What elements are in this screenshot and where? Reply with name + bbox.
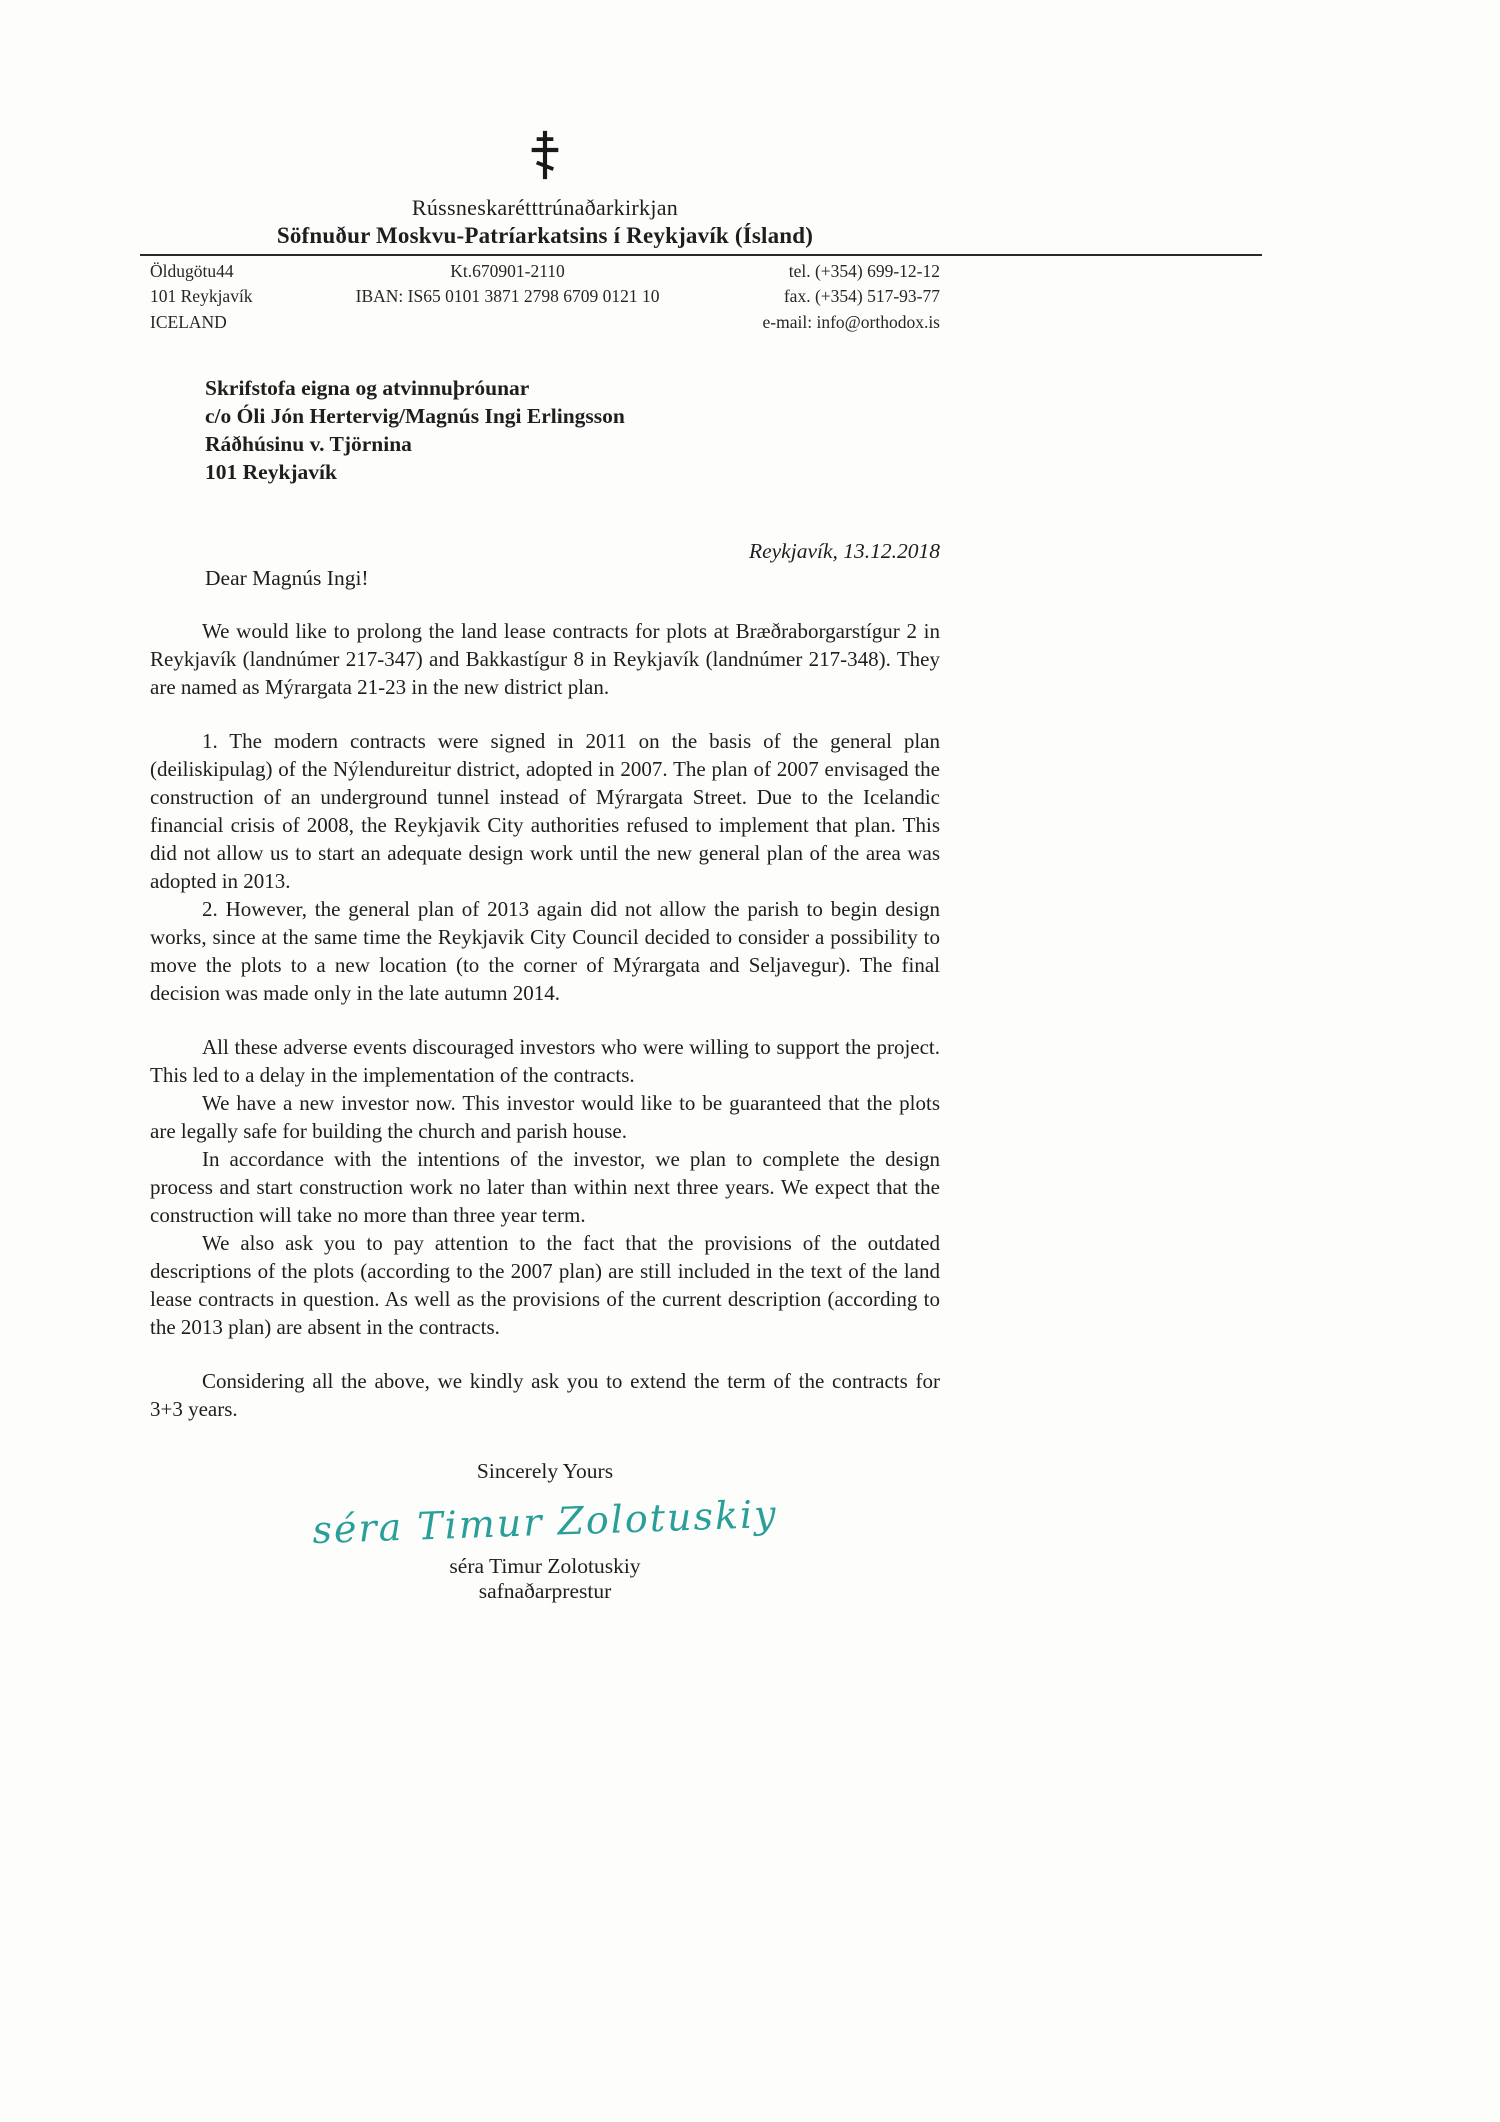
closing-line: Sincerely Yours xyxy=(476,1458,614,1483)
letterhead-phone-block xyxy=(763,259,940,335)
body-paragraph-5: We have a new investor now. This investor would like to be guaranteed that the plots are legally safe for building the church and parish house. xyxy=(150,1090,940,1143)
email-line: e-mail: info@orthodox.is xyxy=(762,311,940,332)
recipient-line: Ráðhúsinu v. Tjörnina xyxy=(205,432,412,456)
letterhead-registry-block xyxy=(356,259,660,335)
letter-content xyxy=(150,0,940,1604)
body-paragraph-1: We would like to prolong the land lease contracts for plots at Bræðraborgarstígur 2 in Reykjavík (landnúmer 217-347) and Bakkastígur 8 in Reykjavík (landnúmer 217-348). They are named as Mýrargata 21-23 in the new district plan. xyxy=(150,618,940,699)
body-paragraph-4: All these adverse events discouraged investors who were willing to support the project. This led to a delay in the implementation of the contracts. xyxy=(150,1034,940,1087)
letterhead-contact-row xyxy=(150,259,940,335)
organization-name: Rússneskarétttrúnaðarkirkjan xyxy=(411,195,679,220)
recipient-line: c/o Óli Jón Hertervig/Magnús Ingi Erlingsson xyxy=(205,404,625,429)
body-paragraph-6: In accordance with the intentions of the investor, we plan to complete the design process and start construction work no later than within next three years. We expect that the construction will take no more than three year term. xyxy=(150,1146,940,1227)
recipient-line: 101 Reykjavík xyxy=(205,459,337,484)
body-paragraph-8: Considering all the above, we kindly ask you to extend the term of the contracts for 3+3 years. xyxy=(150,1368,940,1421)
letterhead xyxy=(150,0,940,249)
body-paragraph-3: 2. However, the general plan of 2013 again did not allow the parish to begin design works, since at the same time the Reykjavik City Council decided to consider a possibility to move the plots to a new location (to the corner of Mýrargata and Seljavegur). The final decision was made only in the late autumn 2014. xyxy=(150,896,940,1005)
recipient-block xyxy=(205,375,940,487)
registry-kt-line: Kt.670901-2110 xyxy=(450,261,565,281)
telephone-line: tel. (+354) 699-12-12 xyxy=(788,261,940,281)
body-paragraph-2: 1. The modern contracts were signed in 2011 on the basis of the general plan (deiliskipulag) of the Nýlendureitur district, adopted in 2007. The plan of 2007 envisaged the construction of an underground tunnel instead of Mýrargata Street. Due to the Icelandic financial crisis of 2008, the Reykjavik City authorities refused to implement that plan. This did not allow us to start an adequate design work until the new general plan of the area was adopted in 2013. xyxy=(150,728,940,893)
letterhead-divider xyxy=(140,254,1262,256)
organization-subtitle: Söfnuður Moskvu-Patríarkatsins í Reykjavík (Ísland) xyxy=(276,223,814,248)
recipient-line: Skrifstofa eigna og atvinnuþróunar xyxy=(205,376,530,401)
address-line: Öldugötu44 xyxy=(150,261,234,281)
fax-line: fax. (+354) 517-93-77 xyxy=(783,286,940,307)
salutation: Dear Magnús Ingi! xyxy=(205,565,369,590)
orthodox-cross-icon xyxy=(528,130,562,180)
registry-iban-line: IBAN: IS65 0101 3871 2798 6709 0121 10 xyxy=(355,286,660,307)
address-line: ICELAND xyxy=(150,311,227,332)
signature-name: séra Timur Zolotuskiy xyxy=(449,1553,641,1578)
signature-handwriting: séra Timur Zolotuskiy xyxy=(311,1491,779,1552)
dateline: Reykjavík, 13.12.2018 xyxy=(748,538,940,563)
address-line: 101 Reykjavík xyxy=(150,286,253,307)
signature-title: safnaðarprestur xyxy=(478,1578,612,1603)
letterhead-address-block xyxy=(150,259,253,335)
body-paragraph-7: We also ask you to pay attention to the fact that the provisions of the outdated descriptions of the plots (according to the 2007 plan) are still included in the text of the land lease contracts in question. As well as the provisions of the current description (according to the 2013 plan) are absent in the contracts. xyxy=(150,1230,940,1339)
